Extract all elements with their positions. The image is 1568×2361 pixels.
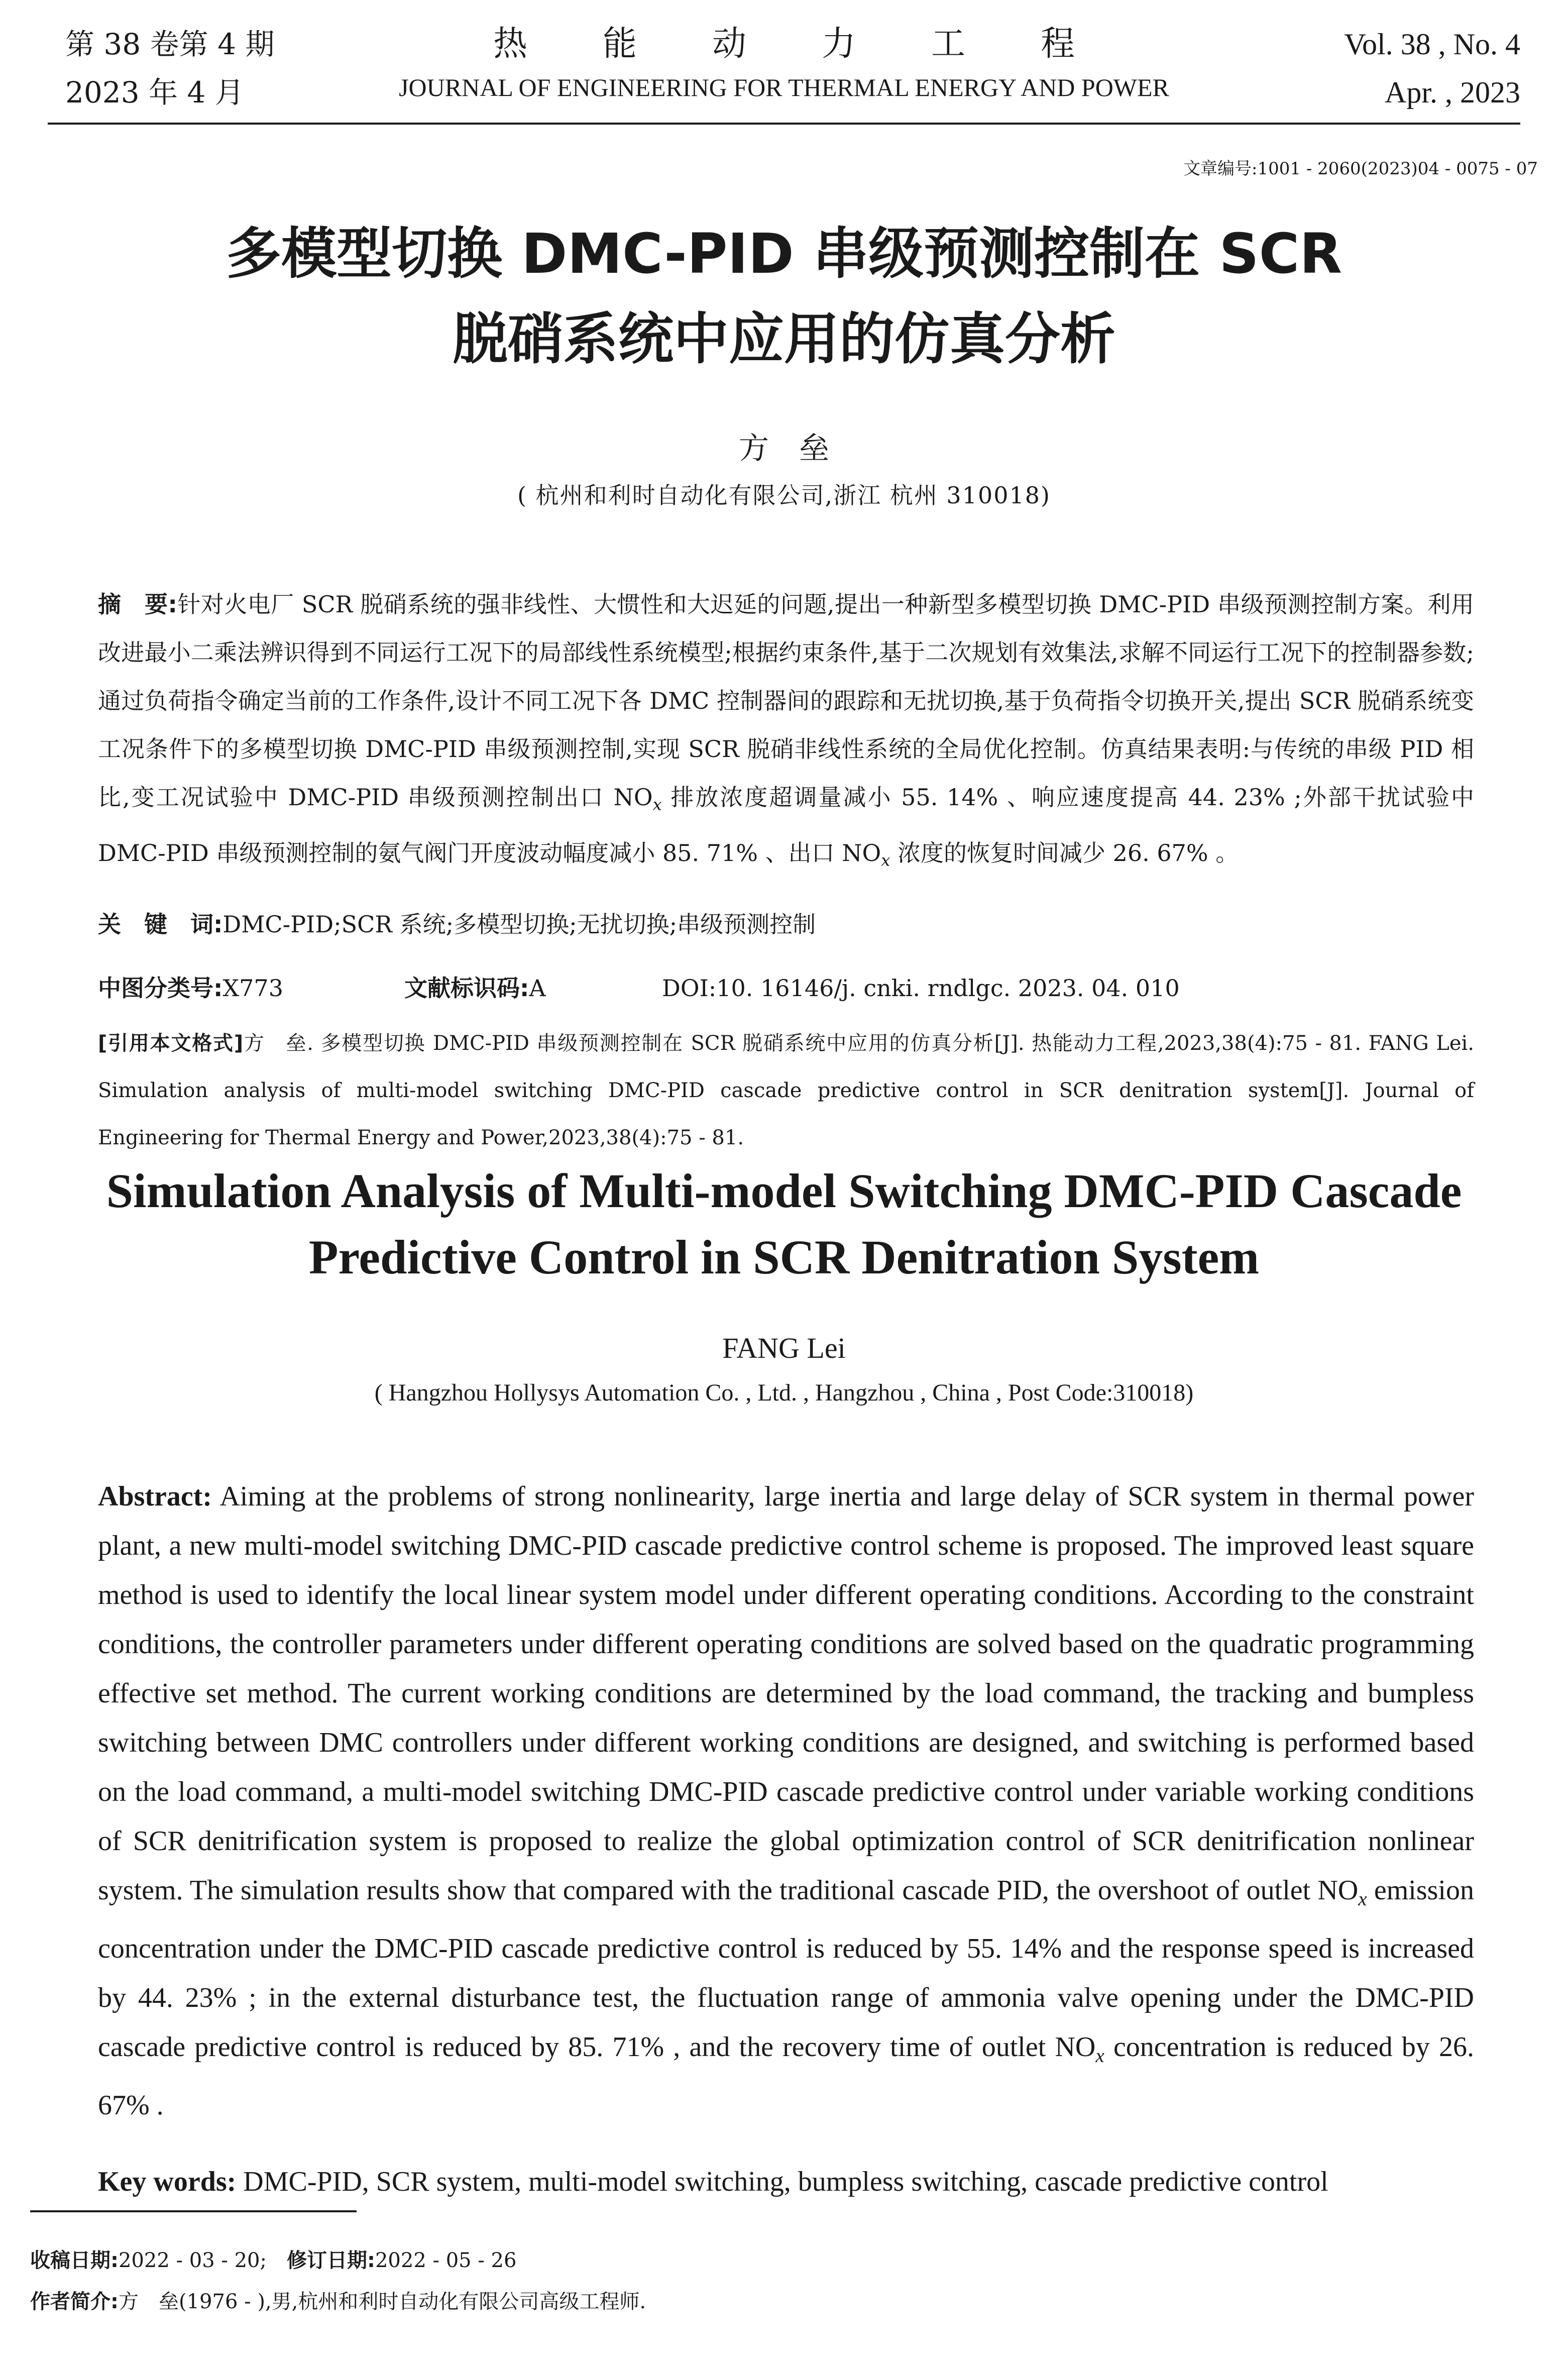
header-right [1344, 20, 1520, 117]
abstract-cn-text-b: 排放浓度超调量减小 55. 14% 、响应速度提高 44. 23% ;外部干扰试验中 DMC-PID 串级预测控制的氨气阀门开度波动幅度减小 85. 71% 、出口 NO [98, 784, 1474, 867]
abstract-en-text-c: concentration is reduced by 26. 67% . [98, 2031, 1474, 2121]
document-code-value: A [529, 975, 546, 1002]
revised-label: 修订日期: [286, 2249, 375, 2272]
header-rule [48, 123, 1520, 125]
classification-label: 中图分类号: [98, 975, 223, 1002]
abstract-en-label: Abstract: [98, 1481, 212, 1512]
keywords-cn [98, 907, 816, 942]
abstract-en [98, 1472, 1474, 2130]
affiliation-en: ( Hangzhou Hollysys Automation Co. , Ltd. , Hangzhou , China , Post Code:310018) [374, 1379, 1194, 1406]
keywords-en [98, 2163, 1484, 2201]
author-cn: 方垒 [739, 431, 859, 466]
article-number: 文章编号:1001 - 2060(2023)04 - 0075 - 07 [1183, 159, 1538, 179]
date-en: Apr. , 2023 [1385, 76, 1520, 109]
citation [98, 1020, 1474, 1161]
classification [98, 971, 283, 1006]
document-code-label: 文献标识码: [404, 975, 529, 1002]
abstract-cn-text-a: 针对火电厂 SCR 脱硝系统的强非线性、大惯性和大迟延的问题,提出一种新型多模型切换 DMC-PID 串级预测控制方案。利用改进最小二乘法辨识得到不同运行工况下的局部线性系统模型;根据约束条件,基于二次规划有效集法,求解不同运行工况下的控制器参数;通过负荷指令确定当前的工作条件,设计不同工况下各 DMC 控制器间的跟踪和无扰切换,基于负荷指令切换开关,提出 SCR 脱硝系统变工况条件下的多模型切换 DMC-PID 串级预测控制,实现 SCR 脱硝非线性系统的全局优化控制。仿真结果表明:与传统的串级 PID 相比,变工况试验中 DMC-PID 串级预测控制出口 NO [98, 591, 1474, 811]
author-bio: 方 垒(1976 - ),男,杭州和利时自动化有限公司高级工程师. [119, 2290, 646, 2313]
volume-en: Vol. 38 , No. 4 [1344, 28, 1520, 61]
footnote-dates [30, 2245, 516, 2276]
received-date: 2022 - 03 - 20; [119, 2249, 267, 2272]
abstract-cn-label: 摘 要: [98, 591, 177, 618]
author-en: FANG Lei [722, 1332, 846, 1364]
date-cn: 2023 年 4 月 [65, 75, 244, 110]
abstract-en-text-a: Aiming at the problems of strong nonlinearity, large inertia and large delay of SCR system in thermal power plant, a new multi-model switching DMC-PID cascade predictive control scheme is proposed. The improved least square method is used to identify the local linear system model under different operating conditions. According to the constraint conditions, the controller parameters under different operating conditions are solved based on the quadratic programming effective set method. The current working conditions are determined by the load command, the tracking and bumpless switching between DMC controllers under different working conditions are designed, and switching is performed based on the load command, a multi-model switching DMC-PID cascade predictive control under variable working conditions of SCR denitrification system is proposed to realize the global optimization control of SCR denitrification nonlinear system. The simulation results show that compared with the traditional cascade PID, the overshoot of outlet NO [98, 1481, 1474, 1906]
classification-value: X773 [222, 975, 283, 1002]
title-en [0, 1158, 1568, 1291]
footnote-author [30, 2287, 646, 2317]
title-en-line1: Simulation Analysis of Multi-model Switching DMC-PID Cascade [106, 1164, 1462, 1218]
keywords-en-label: Key words: [98, 2166, 237, 2197]
abstract-cn-sub1: x [652, 795, 662, 814]
keywords-cn-text: DMC-PID;SCR 系统;多模型切换;无扰切换;串级预测控制 [222, 911, 816, 938]
title-cn [0, 211, 1568, 382]
footnote-rule [30, 2210, 357, 2212]
title-en-line2: Predictive Control in SCR Denitration System [308, 1230, 1260, 1284]
document-code [404, 971, 546, 1006]
revised-date: 2022 - 05 - 26 [375, 2249, 517, 2272]
header-center [0, 20, 1568, 106]
journal-name-en: JOURNAL OF ENGINEERING FOR THERMAL ENERGY AND POWER [399, 73, 1169, 101]
journal-name-cn: 热能动力工程 [493, 24, 1150, 64]
keywords-en-text: DMC-PID, SCR system, multi-model switching, bumpless switching, cascade predictive control [236, 2166, 1328, 2197]
citation-label: [引用本文格式] [98, 1032, 244, 1055]
issue-cn: 第 38 卷第 4 期 [65, 27, 275, 61]
abstract-cn [98, 580, 1474, 884]
doi: DOI:10. 16146/j. cnki. rndlgc. 2023. 04. 010 [662, 975, 1180, 1002]
abstract-cn-text-c: 浓度的恢复时间减少 26. 67% 。 [890, 839, 1239, 867]
title-cn-line1: 多模型切换 DMC-PID 串级预测控制在 SCR [226, 222, 1342, 286]
keywords-cn-label: 关 键 词: [98, 911, 223, 938]
author-bio-label: 作者简介: [30, 2290, 119, 2313]
abstract-en-text-b: emission concentration under the DMC-PID cascade predictive control is reduced by 55. 14% and the response speed is increased by 44. 23% ; in the external disturbance test, the fluctuation range of ammonia valve opening under the DMC-PID cascade predictive control is reduced by 85. 71% , and the recovery time of outlet NO [98, 1875, 1474, 2063]
affiliation-cn: ( 杭州和利时自动化有限公司,浙江 杭州 310018) [517, 482, 1051, 509]
received-label: 收稿日期: [30, 2249, 119, 2272]
abstract-en-sub2: x [1095, 2045, 1104, 2067]
abstract-cn-sub2: x [881, 850, 890, 870]
title-cn-line2: 脱硝系统中应用的仿真分析 [453, 307, 1115, 371]
citation-text: 方 垒. 多模型切换 DMC-PID 串级预测控制在 SCR 脱硝系统中应用的仿真分析[J]. 热能动力工程,2023,38(4):75 - 81. FANG Lei. Simulation analysis of multi-model switching DMC-PID cascade predictive control in SCR denitration system[J]. Journal of Engineering for Thermal Energy and Power,2023,38(4):75 - 81. [98, 1032, 1474, 1149]
abstract-en-sub1: x [1358, 1888, 1367, 1910]
